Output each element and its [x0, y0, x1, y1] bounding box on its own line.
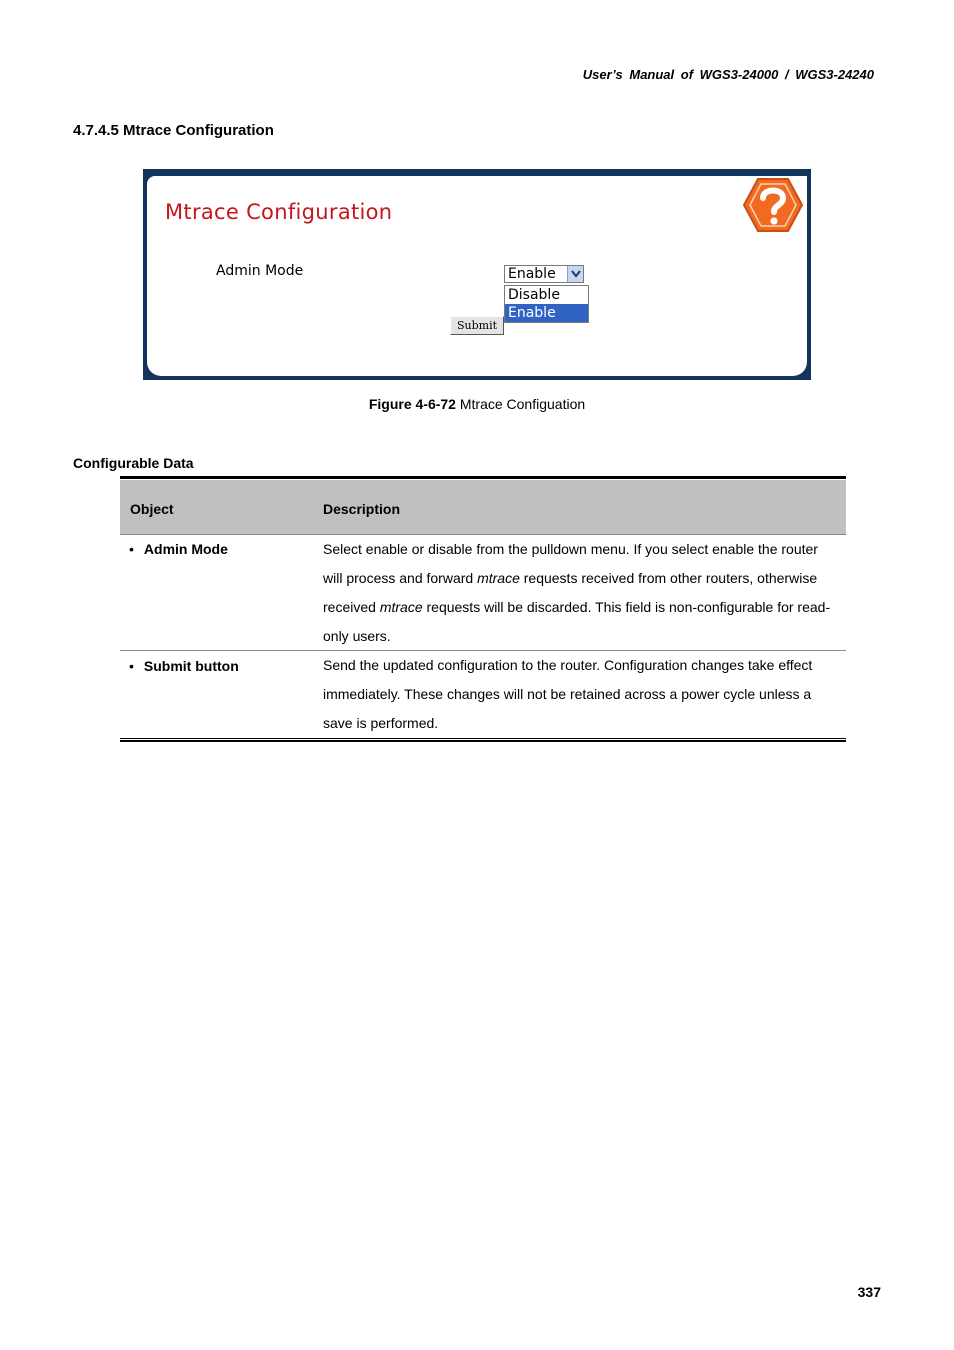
description-text: Select enable or disable from the pulldown menu. If you select enable the router will process and forward: [323, 541, 818, 586]
object-name: Admin Mode: [143, 541, 228, 557]
description-emphasis: mtrace: [477, 570, 520, 586]
row-object: [129, 658, 239, 674]
description-text: requests received from other routers, otherwise received: [323, 570, 818, 615]
option-enable[interactable]: Enable: [505, 304, 588, 322]
admin-mode-dropdown-list: [504, 285, 589, 323]
table-top-rule: [120, 476, 846, 479]
admin-mode-select[interactable]: [504, 265, 584, 283]
configurable-data-heading: Configurable Data: [73, 455, 194, 471]
manual-header: User’s Manual of WGS3-24000 / WGS3-24240: [582, 67, 874, 82]
page-number: 337: [857, 1284, 881, 1300]
chevron-down-icon[interactable]: [567, 266, 583, 282]
panel-title: Mtrace Configuration: [165, 200, 393, 224]
column-header-description: Description: [323, 501, 401, 517]
submit-button[interactable]: Submit: [450, 316, 504, 335]
admin-mode-label: Admin Mode: [216, 263, 304, 279]
row-object: [129, 541, 228, 557]
row-description: [323, 535, 841, 651]
config-panel: [147, 176, 807, 376]
select-current-value: Enable: [508, 266, 556, 282]
figure-label: Figure 4-6-72: [368, 396, 456, 412]
row-description: Send the updated configuration to the router. Configuration changes take effect immediately. These changes will not be retained across a power cycle unless a save is performed.: [323, 657, 813, 731]
help-question-icon[interactable]: [743, 177, 803, 233]
object-name: Submit button: [143, 658, 239, 674]
table-bottom-rule: [120, 738, 846, 742]
option-disable[interactable]: Disable: [508, 287, 560, 303]
bullet-icon: •: [129, 541, 134, 557]
description-text: requests will be discarded. This field is non-configurable for read-only users.: [323, 599, 831, 644]
figure-caption: [0, 396, 954, 412]
figure-text: Mtrace Configuation: [459, 396, 586, 412]
column-header-object: Object: [130, 501, 174, 517]
section-title: 4.7.4.5 Mtrace Configuration: [73, 122, 274, 139]
description-emphasis: mtrace: [379, 599, 423, 615]
screenshot-frame: [143, 169, 811, 380]
table-header: [120, 480, 846, 535]
bullet-icon: •: [129, 658, 134, 674]
